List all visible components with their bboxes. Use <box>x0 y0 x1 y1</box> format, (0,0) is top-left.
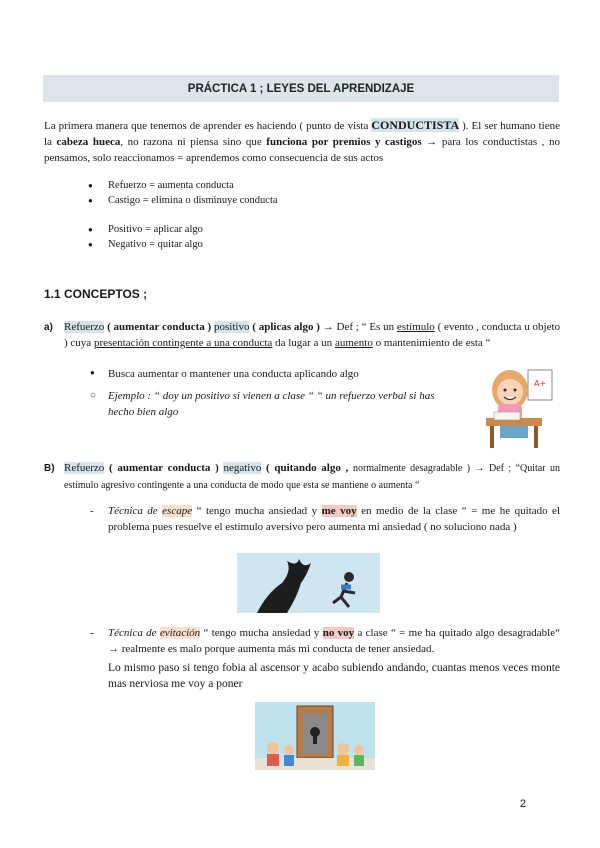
section-heading: 1.1 CONCEPTOS ; <box>44 287 148 301</box>
shadow-monster-illustration <box>237 553 380 613</box>
list-item: ● Castigo = elimina o disminuye conducta <box>88 193 278 208</box>
svg-text:A+: A+ <box>534 379 547 388</box>
dash-marker: - <box>90 627 94 639</box>
tecnica-escape: Técnica de escape “ tengo mucha ansiedad y me voy en medio de la clase “ = me he quitado el problema pues resuelve el estímulo aversivo pero aumenta mi ansiedad ( no soluciono nada ) <box>108 505 560 533</box>
bullet-circle: ○ <box>90 390 97 401</box>
refuerzo-positivo-definition: Refuerzo ( aumentar conducta ) positivo ( aplicas algo ) → Def ; “ Es un estímulo ( evento , conducta u objeto ) cuya presentación contingente a una conducta da lugar a un aumento o mantenimiento de esta “ <box>64 321 561 349</box>
list-item: ● Refuerzo = aumenta conducta <box>88 178 278 193</box>
girl-studying-image <box>480 362 558 454</box>
list-refuerzo-castigo <box>88 178 278 208</box>
girl-studying-illustration <box>480 362 558 454</box>
list-positivo-negativo <box>88 222 203 252</box>
bullet-busca: Busca aumentar o mantener una conducta aplicando algo <box>108 368 359 380</box>
fobia-ascensor-paragraph: Lo mismo paso si tengo fobia al ascensor y acabo subiendo andando, cuantas menos veces monte mas nerviosa me voy a poner <box>108 662 560 690</box>
bullet-ejemplo: Ejemplo : “ doy un positivo si vienen a clase “ “ un refuerzo verbal si has hecho bien algo <box>108 390 435 418</box>
elevator-image <box>255 702 375 770</box>
list-item: ● Negativo = quitar algo <box>88 237 203 252</box>
refuerzo-negativo-definition: Refuerzo ( aumentar conducta ) negativo ( quitando algo , normalmente desagradable ) → Def ; “Quitar un estímulo agresivo contingente a una conducta de modo que esta se mantiene o aumenta “ <box>64 462 560 491</box>
dash-marker: - <box>90 505 94 517</box>
page-number: 2 <box>519 798 526 810</box>
list-item: ● Positivo = aplicar algo <box>88 222 203 237</box>
tecnica-evitacion: Técnica de evitación “ tengo mucha ansiedad y no voy a clase “ = me ha quitado algo desagradable“ → realmente es malo porque aumenta más mi conducta de tener ansiedad. <box>108 627 560 655</box>
page-title: PRÁCTICA 1 ; LEYES DEL APRENDIZAJE <box>43 75 559 102</box>
bullet-dot: ● <box>90 368 95 377</box>
item-marker-a: a) <box>44 322 53 333</box>
intro-paragraph: La primera manera que tenemos de aprender es haciendo ( punto de vista CONDUCTISTA ). El ser humano tiene la cabeza hueca, no razona ni piensa sino que funciona por premios y castigos → para los conductistas , no pensamos, solo reaccionamos = aprendemos como consecuencia de sus actos <box>44 118 560 164</box>
elevator-illustration <box>255 702 375 770</box>
escape-image <box>237 553 380 613</box>
item-marker-b: B) <box>44 463 55 474</box>
